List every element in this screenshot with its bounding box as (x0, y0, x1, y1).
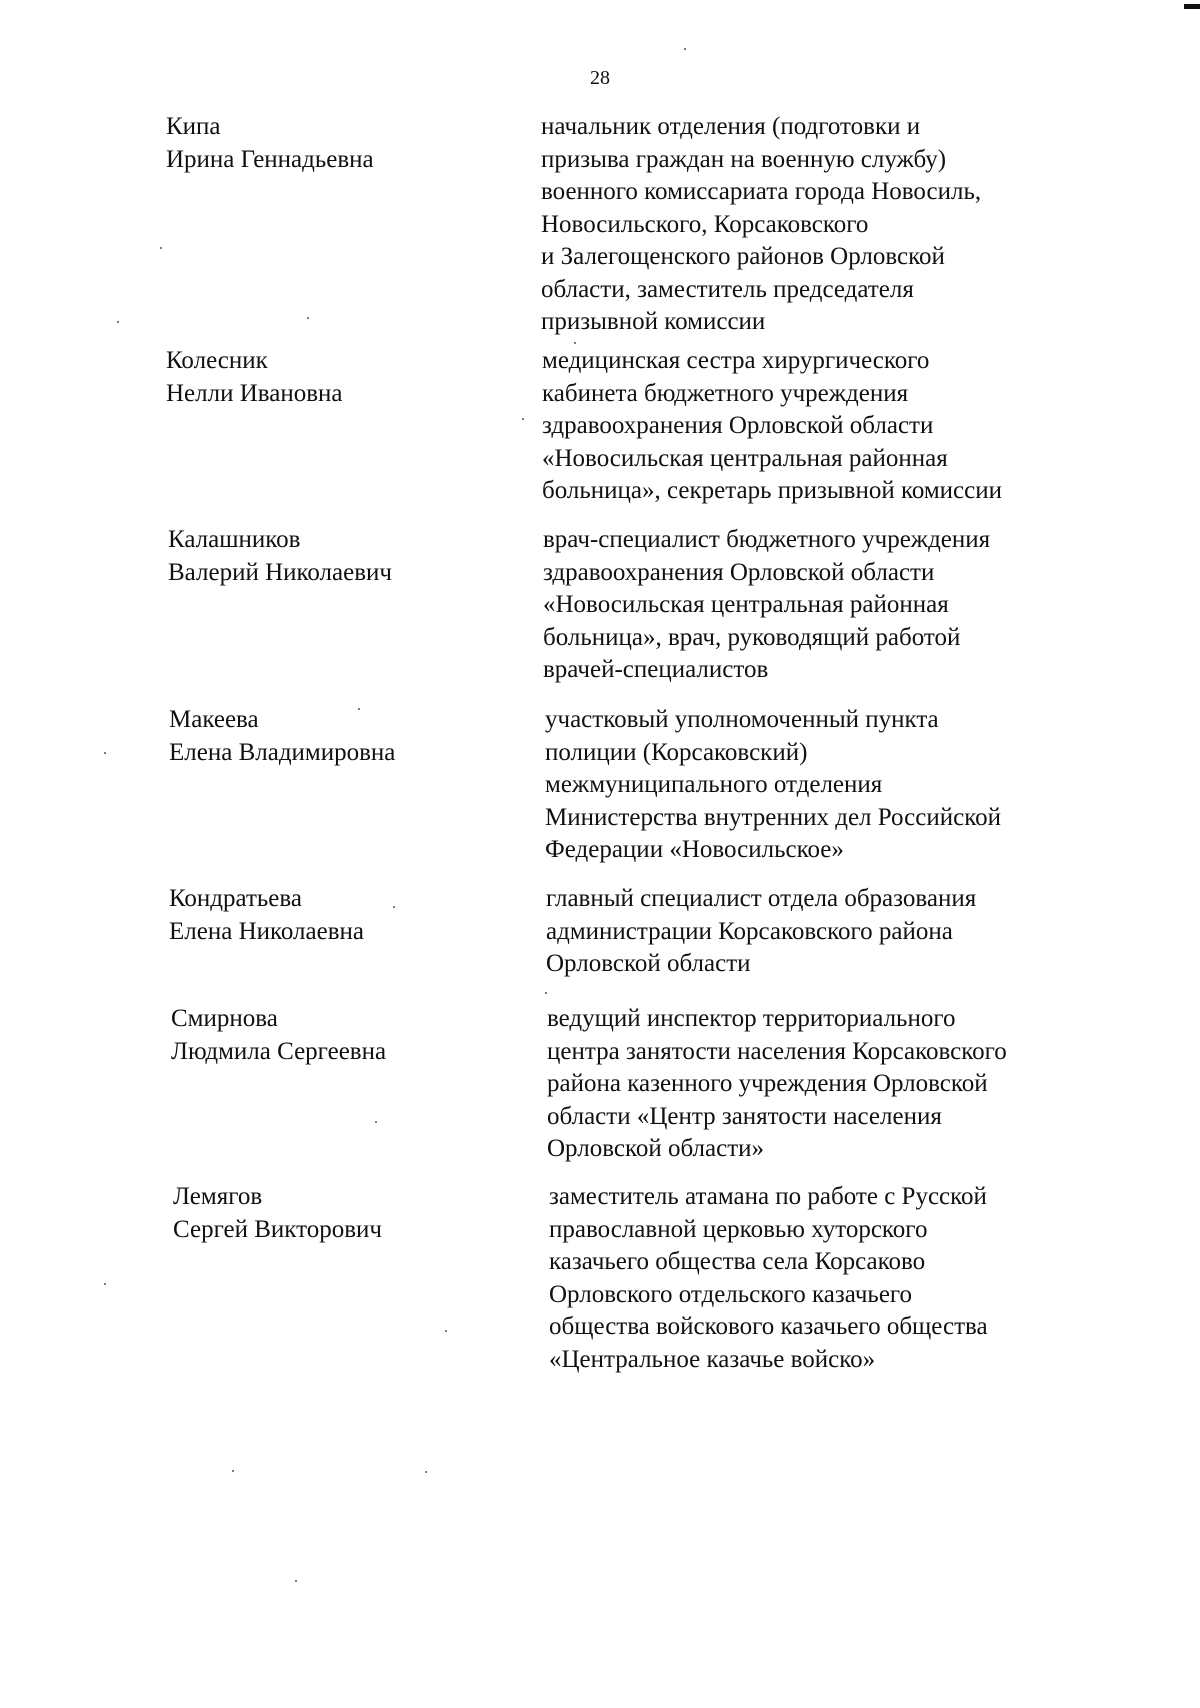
member-name (171, 1003, 501, 1068)
position-line: врачей-специалистов (543, 656, 769, 683)
member-position (543, 524, 1103, 687)
member-name (166, 345, 496, 410)
position-line: общества войскового казачьего общества (549, 1313, 988, 1340)
position-line: главный специалист отдела образования (546, 885, 977, 912)
member-given-names: Сергей Викторович (173, 1215, 382, 1243)
position-line: больница», врач, руководящий работой (543, 623, 961, 651)
position-line: заместитель атамана по работе с Русской (549, 1183, 987, 1210)
position-line: и Залегощенского районов Орловской (541, 243, 945, 270)
position-line: «Новосильская центральная районная (542, 444, 948, 472)
position-line: врач-специалист бюджетного учреждения (543, 526, 991, 553)
member-name (169, 883, 499, 948)
member-surname: Колесник (166, 347, 268, 374)
position-line: Федерации «Новосильское» (545, 836, 844, 863)
member-surname: Калашников (168, 526, 301, 553)
member-position (546, 883, 1106, 981)
position-line: района казенного учреждения Орловской (547, 1070, 988, 1097)
member-surname: Макеева (169, 706, 259, 733)
member-name (169, 704, 499, 769)
position-line: межмуниципального отделения (545, 771, 883, 798)
position-line: Орловской области» (547, 1135, 765, 1162)
position-line: области «Центр занятости населения (547, 1102, 942, 1130)
member-surname: Лемягов (173, 1183, 263, 1210)
position-line: кабинета бюджетного учреждения (542, 379, 909, 407)
member-position (549, 1181, 1109, 1376)
position-line: Орловской области (546, 950, 751, 977)
position-line: полиции (Корсаковский) (545, 738, 808, 766)
member-name (168, 524, 498, 589)
position-line: Новосильского, Корсаковского (541, 210, 869, 238)
position-line: «Новосильская центральная районная (543, 591, 949, 618)
position-line: центра занятости населения Корсаковского (547, 1037, 1007, 1065)
member-given-names: Ирина Геннадьевна (166, 145, 374, 173)
position-line: участковый уполномоченный пункта (545, 706, 939, 733)
member-given-names: Валерий Николаевич (168, 558, 392, 586)
page-number: 28 (590, 67, 610, 89)
member-surname: Смирнова (171, 1005, 278, 1032)
member-position (547, 1003, 1107, 1166)
member-given-names: Елена Николаевна (169, 917, 364, 945)
member-name (173, 1181, 503, 1246)
position-line: «Центральное казачье войско» (549, 1345, 876, 1373)
position-line: ведущий инспектор территориального (547, 1005, 956, 1032)
position-line: начальник отделения (подготовки и (541, 113, 921, 140)
position-line: медицинская сестра хирургического (542, 347, 930, 374)
member-given-names: Нелли Ивановна (166, 379, 343, 407)
position-line: администрации Корсаковского района (546, 917, 953, 945)
position-line: области, заместитель председателя (541, 275, 914, 303)
member-surname: Кипа (166, 113, 221, 140)
position-line: православной церковью хуторского (549, 1215, 928, 1243)
position-line: казачьего общества села Корсаково (549, 1248, 926, 1275)
member-surname: Кондратьева (169, 885, 302, 912)
position-line: военного комиссариата города Новосиль, (541, 178, 982, 205)
position-line: здравоохранения Орловской области (543, 558, 935, 586)
member-position (545, 704, 1105, 867)
position-line: призывной комиссии (541, 308, 766, 335)
position-line: призыва граждан на военную службу) (541, 145, 947, 173)
member-position (541, 111, 1101, 339)
member-given-names: Людмила Сергеевна (171, 1037, 387, 1065)
position-line: Министерства внутренних дел Российской (545, 803, 1001, 831)
position-line: Орловского отдельского казачьего (549, 1280, 913, 1308)
member-position (542, 345, 1102, 508)
member-given-names: Елена Владимировна (169, 738, 396, 766)
position-line: здравоохранения Орловской области (542, 412, 934, 439)
member-name (166, 111, 496, 176)
position-line: больница», секретарь призывной комиссии (542, 477, 1003, 504)
